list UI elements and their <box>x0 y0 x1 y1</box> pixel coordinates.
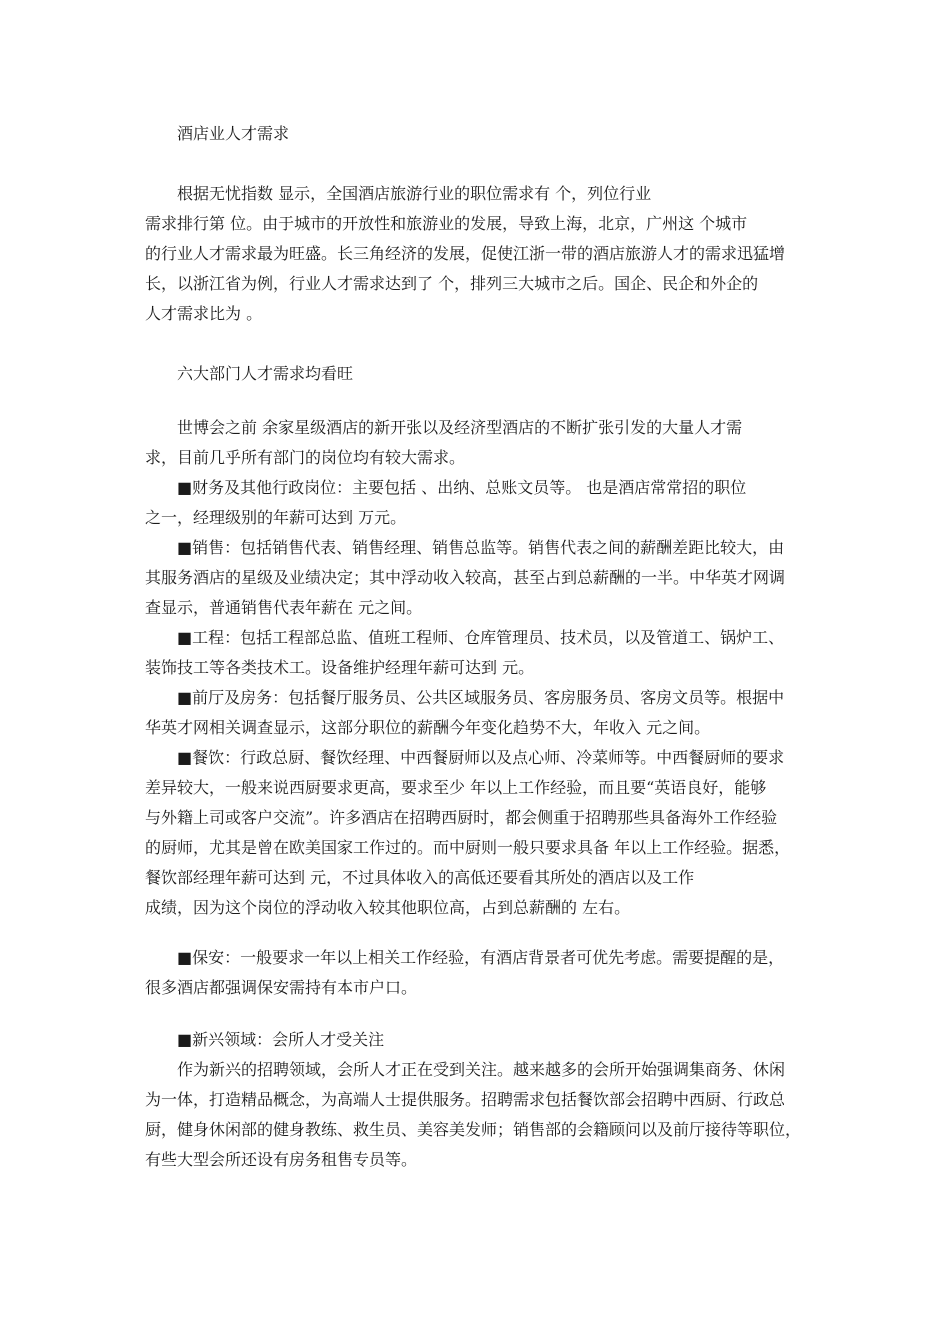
paragraph-line: 成绩，因为这个岗位的浮动收入较其他职位高，占到总薪酬的 左右。 <box>145 898 631 917</box>
paragraph-line: 之一，经理级别的年薪可达到 万元。 <box>145 508 407 527</box>
paragraph-line: 人才需求比为 。 <box>145 304 263 323</box>
section-heading-six-departments: 六大部门人才需求均看旺 <box>177 364 354 383</box>
paragraph-line: 为一体，打造精品概念，为高端人士提供服务。招聘需求包括餐饮部会招聘中西厨、行政总 <box>145 1090 786 1109</box>
paragraph-line: 的行业人才需求最为旺盛。长三角经济的发展，促使江浙一带的酒店旅游人才的需求迅猛增 <box>145 244 786 263</box>
paragraph-line: 作为新兴的招聘领域，会所人才正在受到关注。越来越多的会所开始强调集商务、休闲 <box>177 1060 786 1079</box>
paragraph-line: 的厨师，尤其是曾在欧美国家工作过的。而中厨则一般只要求具备 年以上工作经验。据悉， <box>145 838 791 857</box>
paragraph-line: 世博会之前 余家星级酒店的新开张以及经济型酒店的不断扩张引发的大量人才需 <box>177 418 743 437</box>
bullet-security: ■保安：一般要求一年以上相关工作经验，有酒店背景者可优先考虑。需要提醒的是， <box>177 948 785 967</box>
paragraph-line: 需求排行第 位。由于城市的开放性和旅游业的发展，导致上海，北京，广州这 个城市 <box>145 214 748 233</box>
paragraph-line: 很多酒店都强调保安需持有本市户口。 <box>145 978 418 997</box>
paragraph-line: 其服务酒店的星级及业绩决定；其中浮动收入较高，甚至占到总薪酬的一半。中华英才网调 <box>145 568 786 587</box>
paragraph-line: 餐饮部经理年薪可达到 元，不过具体收入的高低还要看其所处的酒店以及工作 <box>145 868 695 887</box>
paragraph-line: 装饰技工等各类技术工。设备维护经理年薪可达到 元。 <box>145 658 535 677</box>
section-heading-hotel-talent-demand: 酒店业人才需求 <box>177 124 290 143</box>
bullet-engineering: ■工程：包括工程部总监、值班工程师、仓库管理员、技术员，以及管道工、锅炉工、 <box>177 628 785 647</box>
paragraph-line: 与外籍上司或客户交流”。许多酒店在招聘西厨时，都会侧重于招聘那些具备海外工作经验 <box>145 808 778 827</box>
paragraph-line: 有些大型会所还设有房务租售专员等。 <box>145 1150 418 1169</box>
paragraph-line: 长，以浙江省为例，行业人才需求达到了 个，排列三大城市之后。国企、民企和外企的 <box>145 274 759 293</box>
paragraph-line: 查显示，普通销售代表年薪在 元之间。 <box>145 598 423 617</box>
bullet-catering: ■餐饮：行政总厨、餐饮经理、中西餐厨师以及点心师、冷菜师等。中西餐厨师的要求 <box>177 748 785 767</box>
bullet-finance: ■财务及其他行政岗位：主要包括 、出纳、总账文员等。 也是酒店常常招的职位 <box>177 478 747 497</box>
paragraph-line: 差异较大，一般来说西厨要求更高，要求至少 年以上工作经验，而且要“英语良好，能够 <box>145 778 767 797</box>
paragraph-line: 求，目前几乎所有部门的岗位均有较大需求。 <box>145 448 466 467</box>
paragraph-line: 厨，健身休闲部的健身教练、救生员、美容美发师；销售部的会籍顾问以及前厅接待等职位， <box>145 1120 802 1139</box>
bullet-sales: ■销售：包括销售代表、销售经理、销售总监等。销售代表之间的薪酬差距比较大，由 <box>177 538 785 557</box>
section-heading-club-talent: ■新兴领域：会所人才受关注 <box>177 1030 385 1049</box>
bullet-front-desk: ■前厅及房务：包括餐厅服务员、公共区域服务员、客房服务员、客房文员等。根据中 <box>177 688 785 707</box>
paragraph-line: 根据无忧指数 显示，全国酒店旅游行业的职位需求有 个，列位行业 <box>177 184 652 203</box>
paragraph-line: 华英才网相关调查显示，这部分职位的薪酬今年变化趋势不大，年收入 元之间。 <box>145 718 711 737</box>
